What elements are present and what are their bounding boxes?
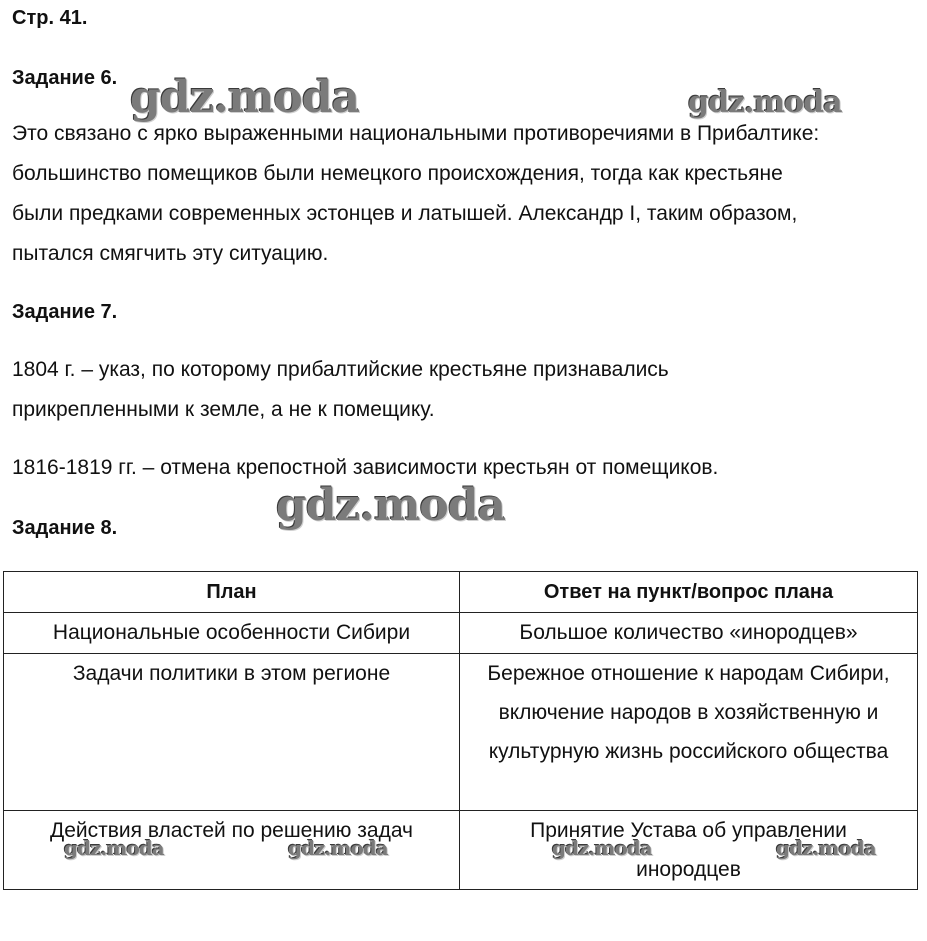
task-6-paragraph — [12, 114, 819, 274]
column-header-plan: План — [4, 572, 460, 613]
task-6-heading: Задание 6. — [12, 67, 118, 89]
task-8-heading: Задание 8. — [12, 517, 118, 539]
column-header-answer: Ответ на пункт/вопрос плана — [460, 572, 918, 613]
watermark-logo: gdz.moda — [288, 836, 388, 860]
task-6-line: Это связано с ярко выраженными национальными противоречиями в Прибалтике: — [12, 122, 820, 145]
task-7-item-1 — [12, 350, 669, 430]
task-7-line: 1804 г. – указ, по которому прибалтийские крестьяне признавались — [12, 358, 669, 381]
watermark-logo: gdz.moda — [552, 836, 652, 860]
table-cell-answer: Большое количество «инородцев» — [460, 613, 918, 654]
watermark-logo: gdz.moda — [64, 836, 164, 860]
watermark-logo: gdz.moda — [130, 72, 360, 123]
watermark-logo: gdz.moda — [776, 836, 876, 860]
table-cell-plan: Национальные особенности Сибири — [4, 613, 460, 654]
table-cell-answer: Принятие Устава об управлении инородцев — [460, 811, 918, 890]
table-cell-plan: Задачи политики в этом регионе — [4, 654, 460, 811]
task-6-line: большинство помещиков были немецкого происхождения, тогда как крестьяне — [12, 162, 783, 185]
table-cell-answer: Бережное отношение к народам Сибири, включение народов в хозяйственную и культурную жизнь российского общества — [460, 654, 918, 811]
watermark-logo: gdz.moda — [276, 480, 506, 531]
table-cell-plan: Действия властей по решению задач — [4, 811, 460, 890]
table-header-row — [4, 572, 918, 613]
task-7-item-2: 1816-1819 гг. – отмена крепостной зависимости крестьян от помещиков. — [12, 456, 719, 479]
task-6-line: пытался смягчить эту ситуацию. — [12, 242, 329, 265]
task-7-line: прикрепленными к земле, а не к помещику. — [12, 398, 435, 421]
table-row — [4, 654, 918, 811]
task-6-line: были предками современных эстонцев и латышей. Александр I, таким образом, — [12, 202, 798, 225]
page-title: Стр. 41. — [12, 7, 88, 29]
watermark-logo: gdz.moda — [688, 85, 842, 120]
task-7-heading: Задание 7. — [12, 301, 118, 323]
table-row — [4, 613, 918, 654]
